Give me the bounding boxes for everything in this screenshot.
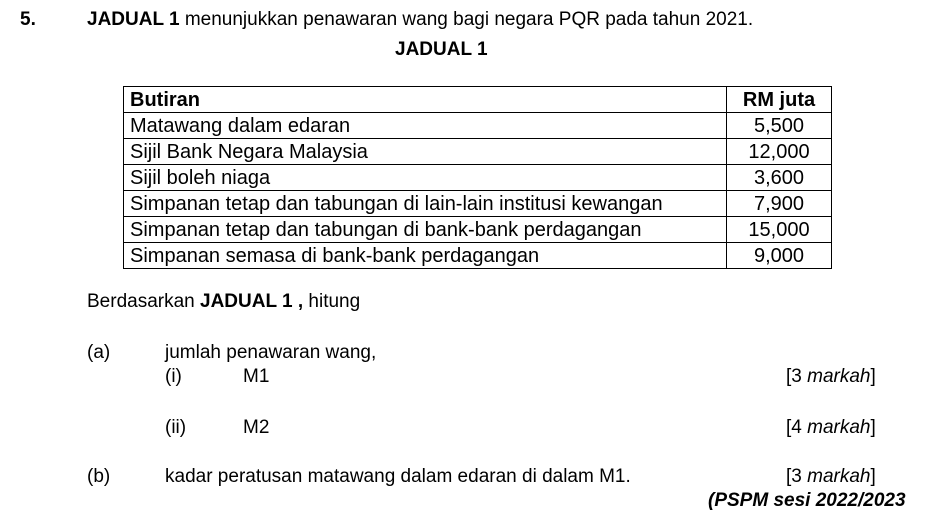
header-butiran: Butiran [124, 87, 727, 113]
row-value: 7,900 [727, 191, 832, 217]
table-row [124, 217, 832, 243]
question-intro-bold: JADUAL 1 [87, 9, 180, 30]
marks-word: markah [807, 366, 871, 387]
part-b-text: kadar peratusan matawang dalam edaran di dalam M1. [165, 466, 631, 487]
marks-close: ] [870, 417, 876, 438]
marks-close: ] [870, 466, 876, 487]
part-a-ii-text: M2 [243, 417, 270, 438]
table-row [124, 165, 832, 191]
header-rm-juta: RM juta [727, 87, 832, 113]
table-row [124, 243, 832, 269]
part-a-i-label: (i) [165, 366, 182, 387]
row-value: 9,000 [727, 243, 832, 269]
table-header-row [124, 87, 832, 113]
part-a-ii-marks [786, 418, 876, 437]
row-value: 5,500 [727, 113, 832, 139]
question-number: 5. [20, 9, 36, 30]
table-row [124, 113, 832, 139]
part-a-i-marks [786, 367, 876, 386]
row-value: 12,000 [727, 139, 832, 165]
instruction-prefix: Berdasarkan [87, 291, 201, 312]
row-item: Simpanan tetap dan tabungan di lain-lain institusi kewangan [124, 191, 727, 217]
row-item: Sijil Bank Negara Malaysia [124, 139, 727, 165]
source-citation: (PSPM sesi 2022/2023 [708, 490, 906, 511]
table-row [124, 139, 832, 165]
row-item: Simpanan semasa di bank-bank perdagangan [124, 243, 727, 269]
marks-open: [3 [786, 366, 808, 387]
instruction [87, 292, 360, 311]
row-item: Sijil boleh niaga [124, 165, 727, 191]
marks-open: [4 [786, 417, 808, 438]
marks-close: ] [870, 366, 876, 387]
instruction-bold: JADUAL 1 , [200, 291, 304, 312]
table-title: JADUAL 1 [395, 39, 488, 60]
data-table [123, 86, 832, 269]
question-intro [87, 10, 753, 29]
row-item: Simpanan tetap dan tabungan di bank-bank perdagangan [124, 217, 727, 243]
table-row [124, 191, 832, 217]
instruction-suffix: hitung [303, 291, 361, 312]
marks-word: markah [807, 466, 871, 487]
part-a-text: jumlah penawaran wang, [165, 342, 377, 363]
row-value: 3,600 [727, 165, 832, 191]
part-b-marks [786, 467, 876, 486]
marks-open: [3 [786, 466, 808, 487]
part-a-ii-label: (ii) [165, 417, 187, 438]
row-item: Matawang dalam edaran [124, 113, 727, 139]
row-value: 15,000 [727, 217, 832, 243]
marks-word: markah [807, 417, 871, 438]
part-a-label: (a) [87, 342, 111, 363]
part-b-label: (b) [87, 466, 111, 487]
question-intro-text: menunjukkan penawaran wang bagi negara PQR pada tahun 2021. [179, 9, 754, 30]
part-a-i-text: M1 [243, 366, 270, 387]
